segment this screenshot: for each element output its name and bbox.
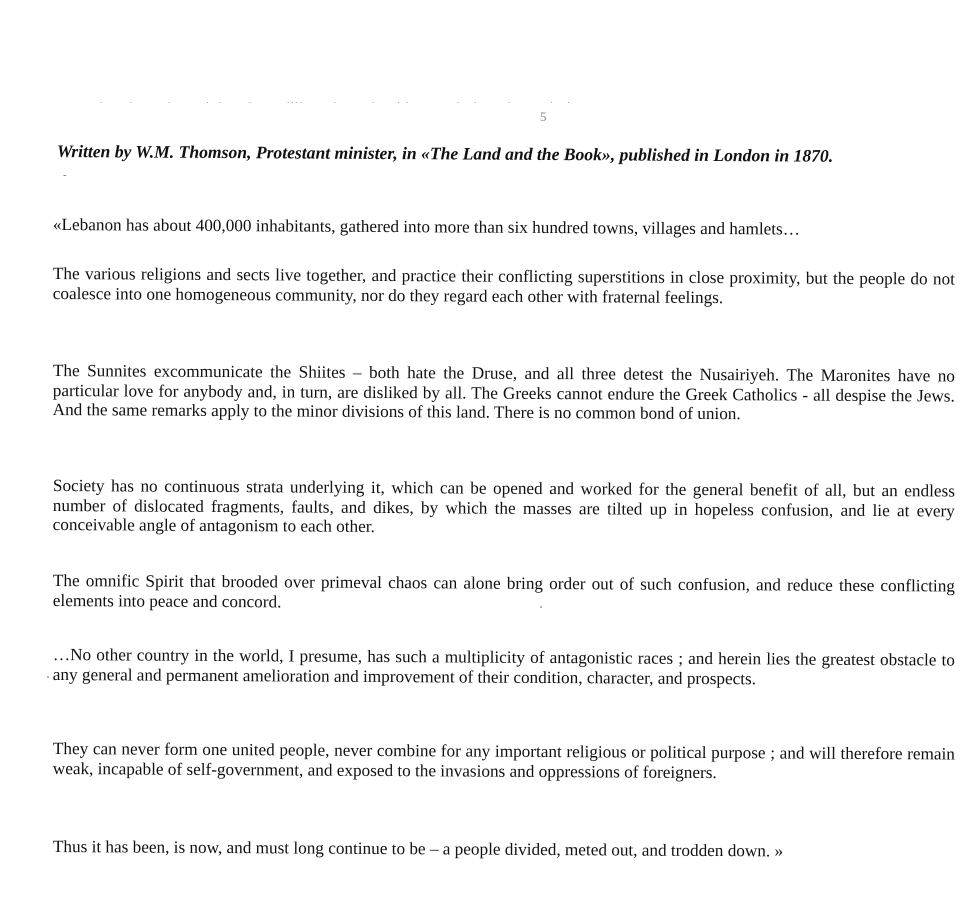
- paragraph-1: «Lebanon has about 400,000 inhabitants, gathered into more than six hundred towns, villages and hamlets…: [52, 215, 801, 239]
- scan-noise: . . . . . . .... . . . . . . . . .: [100, 95, 572, 105]
- paragraph-5: The omnific Spirit that brooded over primeval chaos can alone bring order out of such confusion, and reduce these conflicting elements into peace and concord.: [52, 571, 955, 612]
- stray-mark: -: [63, 170, 67, 181]
- scan-speck: [540, 606, 542, 608]
- paragraph-6: …No other country in the world, I presume, has such a multiplicity of antagonistic races ; and herein lies the greatest obstacle to any general and permanent amelioration and improvement of their condition, character, and prospects.: [52, 645, 955, 688]
- paragraph-3: The Sunnites excommunicate the Shiites – both hate the Druse, and all three detest the Nusairiyeh. The Maronites have no particular love for anybody and, in turn, are disliked by all. The Greeks cannot endure the Greek Catholics - all despise the Jews. And the same remarks apply to the minor divisions of this land. There is no common bond of union.: [52, 361, 955, 424]
- paragraph-8: Thus it has been, is now, and must long continue to be – a people divided, meted out, and trodden down. »: [52, 837, 784, 861]
- paragraph-7: They can never form one united people, never combine for any important religious or political purpose ; and will therefore remain weak, incapable of self-government, and exposed to the invasions and oppressions of foreigners.: [52, 739, 955, 782]
- document-heading: Written by W.M. Thomson, Protestant minister, in «The Land and the Book», published in London in 1870.: [56, 140, 834, 166]
- paragraph-2: The various religions and sects live together, and practice their conflicting superstitions in close proximity, but the people do not coalesce into one homogeneous community, nor do they regard each other with fraternal feelings.: [52, 264, 955, 307]
- scan-speck: [47, 676, 49, 678]
- page-number: 5: [540, 109, 547, 124]
- paragraph-4: Society has no continuous strata underlying it, which can be opened and worked for the general benefit of all, but an endless number of dislocated fragments, faults, and dikes, by which the masses are tilted up in hopeless confusion, and lie at every conceivable angle of antagonism to each other.: [52, 476, 955, 537]
